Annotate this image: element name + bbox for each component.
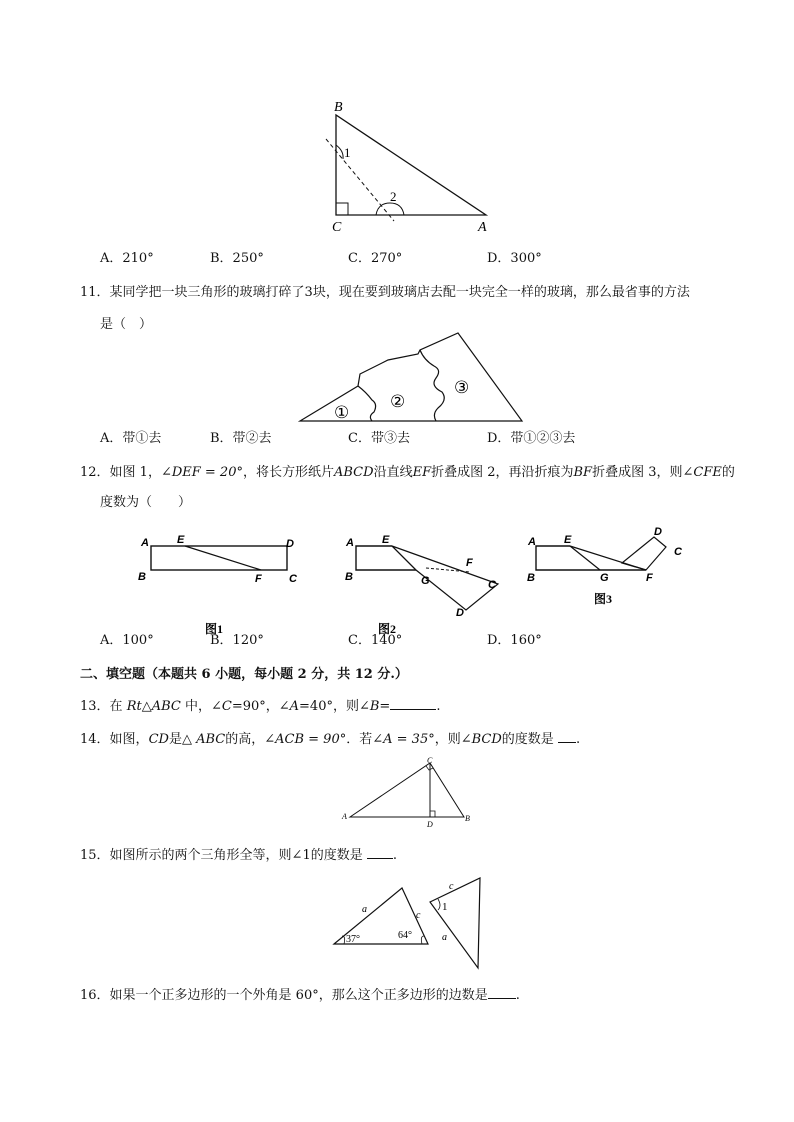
q11-line2: 是（ ） — [100, 317, 153, 332]
q12-fig3-c: C — [674, 546, 682, 558]
q16-question — [80, 985, 520, 1005]
q12-fig3-g: G — [600, 572, 609, 584]
q14-label-c: C — [427, 756, 433, 765]
q12-fig1 — [135, 530, 310, 640]
q12-fig3-b: B — [527, 572, 535, 584]
q10-option-c[interactable]: C．270° — [348, 251, 403, 266]
q12-fig3-a: A — [528, 536, 536, 548]
q14-answer-blank[interactable] — [558, 729, 576, 743]
q13-b: B — [369, 699, 380, 714]
q12-rect-abcd: ABCD — [334, 465, 374, 480]
q12-text-d: 折叠成图 2，再沿折痕为 — [431, 465, 574, 480]
q14-text-e: ，则 — [434, 732, 461, 747]
q16-text: 如果一个正多边形的一个外角是 60°，那么这个正多边形的边数是 — [109, 988, 488, 1003]
q10-label-b: B — [334, 100, 343, 115]
q14-angle-a: ∠A = 35° — [372, 732, 435, 747]
q12-line2: 度数为（ ） — [100, 495, 192, 510]
q14-angle-bcd: ∠BCD — [460, 732, 502, 747]
section2-heading: 二、填空题（本题共 6 小题，每小题 2 分，共 12 分.） — [80, 667, 408, 682]
q14-text-d: ．若 — [346, 732, 373, 747]
q15-triangles-figure — [330, 872, 500, 972]
q12-fig3-f: F — [646, 572, 653, 584]
q12-option-c[interactable]: C．140° — [348, 633, 403, 648]
q15-text: 如图所示的两个三角形全等，则∠1的度数是 — [109, 848, 367, 863]
q13-text-a: 在 — [109, 699, 127, 714]
q12-fig1-c: C — [289, 573, 297, 585]
q16-end: . — [515, 988, 520, 1003]
q10-triangle — [336, 115, 486, 215]
q14-triangle-figure — [338, 755, 488, 831]
q12-fig2 — [342, 530, 512, 640]
q14-number: 14． — [80, 732, 110, 747]
q14-text-a: 如图， — [109, 732, 149, 747]
q12-fig1-a: A — [141, 537, 149, 549]
q14-label-a: A — [342, 812, 347, 821]
q10-option-a[interactable]: A．210° — [100, 251, 154, 266]
q11-piece-2: ② — [390, 392, 406, 411]
q15-label-37: 37° — [346, 934, 360, 945]
q12-fig1-caption: 图1 — [205, 622, 224, 636]
q10-right-angle-mark — [336, 203, 348, 215]
q12-angle-cfe: ∠CFE — [682, 465, 722, 480]
q15-label-1: 1 — [442, 901, 448, 913]
q16-answer-blank[interactable] — [488, 985, 516, 999]
q10-triangle-figure — [320, 95, 500, 235]
q12-fig3-e: E — [564, 534, 572, 546]
q14-end: . — [575, 732, 581, 747]
q14-label-d: D — [427, 820, 433, 829]
q12-fig2-b: B — [345, 571, 353, 583]
q12-text-b: ，将长方形纸片 — [242, 465, 334, 480]
q11-option-d[interactable]: D．带①②③去 — [487, 431, 576, 446]
q15-number: 15． — [80, 848, 110, 863]
q13-rt-abc: Rt△ABC — [126, 699, 181, 714]
q12-line-bf: BF — [573, 465, 593, 480]
q13-text-c: =90°，∠ — [231, 699, 290, 714]
q12-question — [80, 464, 735, 482]
q15-triangle-right — [430, 878, 480, 968]
q15-end: . — [392, 848, 397, 863]
q14-angle-acb: ∠ACB = 90° — [264, 732, 347, 747]
q11-option-c[interactable]: C．带③去 — [348, 431, 410, 446]
q12-fig1-e: E — [177, 534, 185, 546]
q14-abc: ABC — [196, 732, 226, 747]
q12-fig3 — [522, 525, 692, 635]
q14-text-c: 的高， — [225, 732, 265, 747]
q13-question — [80, 696, 440, 716]
q12-fig2-e: E — [382, 534, 390, 546]
q12-fig2-f: F — [466, 557, 473, 569]
q15-answer-blank[interactable] — [367, 845, 393, 859]
q12-fig2-g: G — [421, 575, 430, 587]
q14-text-b: 是△ — [168, 732, 197, 747]
q11-broken-glass-figure — [298, 330, 526, 426]
q13-a: A — [289, 699, 300, 714]
q15-label-c-right: c — [449, 881, 454, 892]
q14-question — [80, 729, 580, 749]
q15-label-c-left: c — [416, 910, 421, 921]
q11-crack-2 — [420, 350, 444, 421]
q14-text-f: 的度数是 — [501, 732, 558, 747]
q10-label-1: 1 — [344, 145, 351, 160]
q15-label-a-left: a — [362, 904, 367, 915]
q13-number: 13． — [80, 699, 110, 714]
q11-line1: 某同学把一块三角形的玻璃打碎了3块，现在要到玻璃店去配一块完全一样的玻璃，那么最省事的方法 — [109, 285, 690, 300]
q12-angle-def: ∠DEF = 20° — [160, 465, 243, 480]
q14-label-b: B — [465, 814, 470, 823]
q11-option-b[interactable]: B．带②去 — [210, 431, 272, 446]
q12-fig2-a: A — [346, 537, 354, 549]
q12-fig2-d: D — [456, 607, 464, 619]
q10-label-a: A — [478, 220, 487, 235]
q12-option-d[interactable]: D．160° — [487, 633, 542, 648]
q10-option-d[interactable]: D．300° — [487, 251, 542, 266]
q12-line-ef: EF — [412, 465, 432, 480]
q15-label-a-right: a — [442, 932, 447, 943]
q12-fig2-c: C — [488, 579, 496, 591]
q15-question — [80, 845, 397, 865]
q13-text-e: = — [379, 699, 391, 714]
q12-fig3-caption: 图3 — [594, 592, 613, 606]
q12-fig2-caption: 图2 — [378, 622, 397, 636]
q12-fig3-d: D — [654, 526, 662, 538]
q12-option-b[interactable]: B．120° — [210, 633, 264, 648]
q13-c: C — [221, 699, 232, 714]
q12-text-f: 的 — [721, 465, 735, 480]
q12-text-a: 如图 1， — [109, 465, 161, 480]
q12-option-a[interactable]: A．100° — [100, 633, 154, 648]
q13-end: . — [436, 699, 441, 714]
q12-fig1-f: F — [255, 573, 262, 585]
q16-number: 16． — [80, 988, 110, 1003]
q14-cd: CD — [148, 732, 169, 747]
q12-fig1-b: B — [138, 571, 146, 583]
q13-text-b: 中，∠ — [180, 699, 222, 714]
q13-answer-blank[interactable] — [390, 696, 436, 710]
q11-piece-1: ① — [334, 403, 350, 422]
q10-option-b[interactable]: B．250° — [210, 251, 264, 266]
q11-question — [80, 284, 690, 302]
q11-piece-3: ③ — [454, 378, 470, 397]
q12-fig1-d: D — [286, 538, 294, 550]
q10-label-c: C — [332, 220, 342, 235]
q15-label-64: 64° — [398, 930, 412, 941]
q12-text-e: 折叠成图 3，则 — [592, 465, 683, 480]
q11-crack-1 — [358, 386, 376, 421]
q13-text-d: =40°，则∠ — [299, 699, 370, 714]
q12-number: 12． — [80, 465, 110, 480]
q12-text-c: 沿直线 — [373, 465, 413, 480]
q11-option-a[interactable]: A．带①去 — [100, 431, 162, 446]
q10-label-2: 2 — [390, 189, 397, 204]
q11-number: 11． — [80, 285, 110, 300]
